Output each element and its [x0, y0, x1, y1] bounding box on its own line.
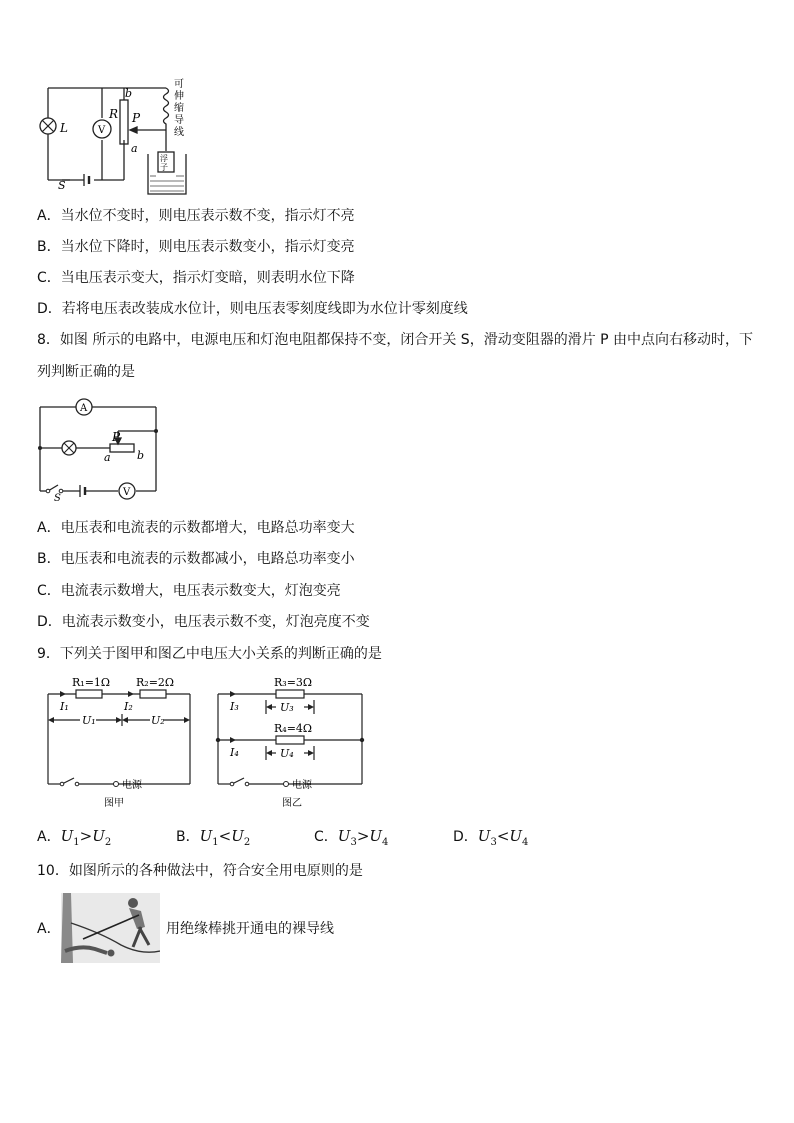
q7-option-c: C．当电压表示变大，指示灯变暗，则表明水位下降 — [37, 270, 355, 286]
q7-float-char-1: 浮 — [160, 154, 168, 163]
q7-circuit-figure — [36, 76, 196, 200]
q7-wire-char-4: 导 — [174, 115, 184, 126]
q9-option-a — [37, 826, 111, 848]
q7-wire-char-5: 线 — [174, 127, 184, 138]
q9-yi-r4: R₄=4Ω — [274, 722, 313, 735]
q9-jia-i1: I₁ — [60, 700, 69, 713]
q9-option-d-lsub: 3 — [490, 837, 497, 848]
q9-option-c-letter: C． — [314, 829, 338, 845]
q8-stem-line1: 8．如图 所示的电路中，电源电压和灯泡电阻都保持不变，闭合开关 S，滑动变阻器的滑片 P 由中点向右移动时，下 — [37, 332, 754, 348]
q7-option-d: D．若将电压表改装成水位计，则电压表零刻度线即为水位计零刻度线 — [37, 301, 468, 317]
q9-jia-i2: I₂ — [124, 700, 133, 713]
q9-option-b — [176, 826, 250, 848]
q9-option-c-lsub: 3 — [350, 837, 357, 848]
q9-yi-u3: U₃ — [280, 701, 294, 714]
q9-option-c-rhs: U — [369, 827, 383, 845]
q9-option-b-lsub: 1 — [212, 837, 219, 848]
q9-option-b-lhs: U — [199, 827, 213, 845]
q9-option-c — [314, 826, 388, 848]
q9-yi-u4: U₄ — [280, 747, 294, 760]
q9-yi-caption: 图乙 — [282, 798, 302, 809]
q10-option-a-text: 用绝缘棒挑开通电的裸导线 — [166, 921, 334, 937]
q7-label-V: V — [98, 125, 106, 136]
q7-float-char-2: 子 — [160, 163, 168, 172]
q9-stem: 9．下列关于图甲和图乙中电压大小关系的判断正确的是 — [37, 646, 382, 662]
q7-option-a: A．当水位不变时，则电压表示数不变，指示灯不亮 — [37, 208, 355, 224]
q9-option-a-letter: A． — [37, 829, 61, 845]
q9-option-b-rsub: 2 — [243, 837, 251, 848]
q9-option-a-rhs: U — [92, 827, 105, 845]
q8-option-b: B．电压表和电流表的示数都减小，电路总功率变小 — [37, 551, 355, 567]
q9-jia-caption: 图甲 — [104, 798, 124, 809]
q8-option-d: D．电流表示数变小，电压表示数不变，灯泡亮度不变 — [37, 614, 370, 630]
q8-label-b: b — [137, 449, 145, 462]
q8-label-a: a — [104, 451, 111, 464]
q7-option-b: B．当水位下降时，则电压表示数变小，指示灯变亮 — [37, 239, 355, 255]
q9-option-b-op: < — [218, 827, 232, 845]
q7-wire-char-2: 伸 — [174, 91, 184, 102]
q7-wire-char-1: 可 — [174, 79, 184, 90]
q9-figure-jia — [40, 674, 200, 812]
q10-option-a-illustration — [61, 893, 160, 963]
q9-jia-source: 电源 — [122, 780, 142, 791]
q9-option-b-letter: B． — [176, 829, 200, 845]
q9-option-d-letter: D． — [453, 829, 478, 845]
q9-option-c-rsub: 4 — [382, 837, 389, 848]
q10-option-a-letter: A． — [37, 921, 61, 937]
q9-jia-r1: R₁=1Ω — [72, 676, 111, 689]
q8-label-S: S — [54, 493, 61, 503]
q9-option-a-lsub: 1 — [73, 837, 80, 848]
q8-stem-line2: 列判断正确的是 — [37, 364, 135, 380]
q9-option-d-op: < — [496, 827, 510, 845]
q9-jia-r2: R₂=2Ω — [136, 676, 175, 689]
q8-option-c: C．电流表示数增大，电压表示数变大，灯泡变亮 — [37, 583, 341, 599]
q8-label-P: P — [112, 430, 121, 444]
q10-stem: 10．如图所示的各种做法中，符合安全用电原则的是 — [37, 863, 363, 879]
q8-option-a: A．电压表和电流表的示数都增大，电路总功率变大 — [37, 520, 355, 536]
q9-figure-yi — [210, 674, 370, 812]
q9-yi-i4: I₄ — [230, 746, 239, 759]
q9-option-d-lhs: U — [477, 827, 491, 845]
q8-circuit-figure — [34, 395, 164, 503]
q9-jia-u1: U₁ — [82, 714, 96, 727]
q9-jia-u2: U₂ — [151, 714, 165, 727]
q9-option-a-op: > — [79, 827, 93, 845]
q8-voltmeter-label: V — [123, 487, 131, 498]
q7-label-R: R — [109, 107, 119, 121]
q9-option-b-rhs: U — [231, 827, 244, 845]
q9-yi-source: 电源 — [292, 780, 312, 791]
q9-option-c-op: > — [356, 827, 370, 845]
q7-label-P: P — [132, 111, 141, 125]
q9-yi-i3: I₃ — [230, 700, 239, 713]
q9-option-a-rsub: 2 — [104, 837, 112, 848]
q9-option-d — [453, 826, 528, 848]
q8-ammeter-label: A — [80, 403, 88, 414]
q9-option-d-rsub: 4 — [522, 837, 529, 848]
q7-wire-char-3: 缩 — [174, 103, 184, 114]
q7-label-S: S — [58, 179, 66, 192]
q9-option-a-lhs: U — [60, 827, 74, 845]
q9-option-d-rhs: U — [509, 827, 523, 845]
q7-label-b: b — [125, 87, 133, 100]
q7-label-L: L — [60, 121, 68, 135]
q9-yi-r3: R₃=3Ω — [274, 676, 313, 689]
q9-option-c-lhs: U — [337, 827, 351, 845]
q7-label-a: a — [131, 142, 138, 155]
